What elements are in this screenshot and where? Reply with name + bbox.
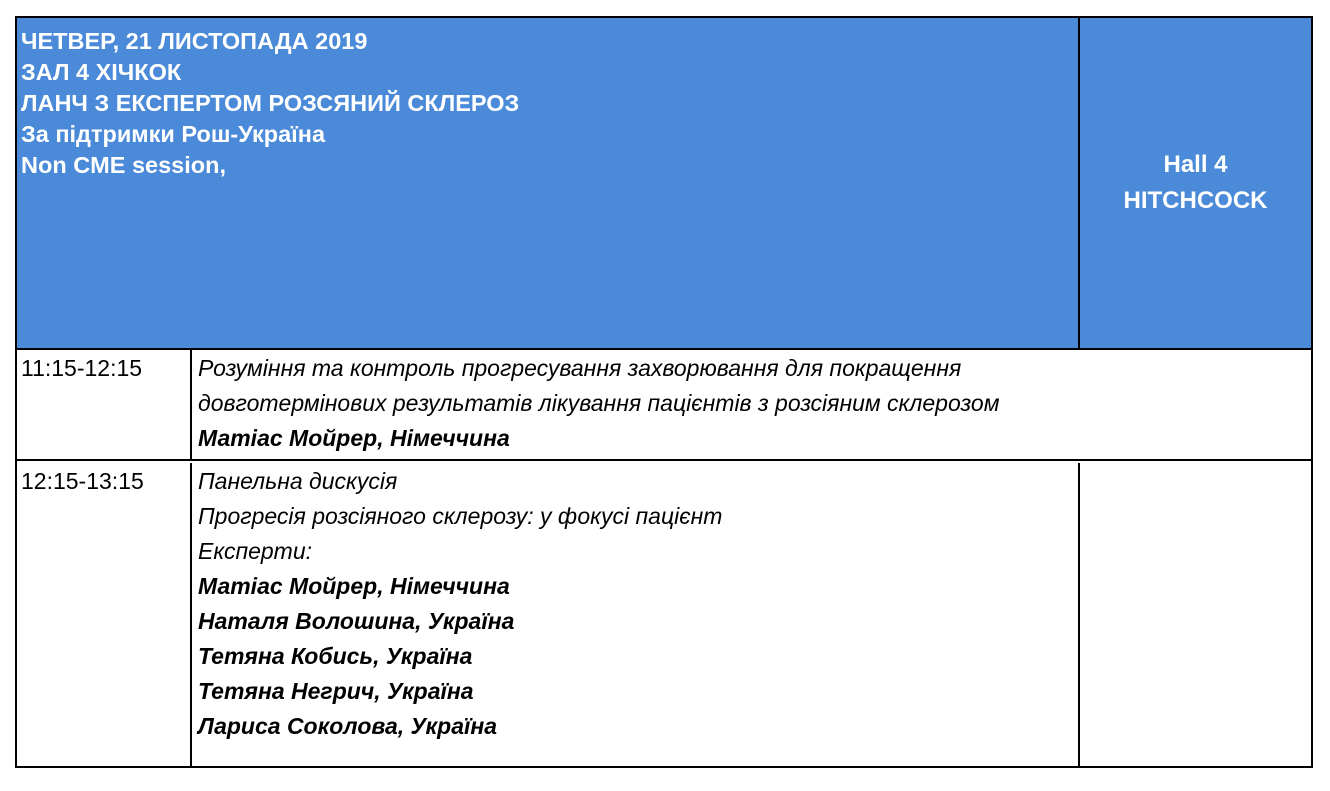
- hall-cell: [1080, 18, 1311, 348]
- column-divider: [190, 350, 192, 459]
- table-row: [17, 350, 1311, 461]
- column-divider: [1078, 463, 1080, 766]
- session-date: ЧЕТВЕР, 21 ЛИСТОПАДА 2019: [21, 28, 368, 54]
- experts-label: Експерти:: [198, 538, 313, 564]
- schedule-table: [15, 16, 1313, 768]
- expert-name: Тетяна Негрич, Україна: [198, 678, 474, 704]
- speaker-name: Матіас Мойрер, Німеччина: [198, 425, 510, 451]
- column-divider: [190, 463, 192, 766]
- session-sponsor: За підтримки Рош-Україна: [21, 121, 326, 147]
- session-header: [17, 18, 1311, 350]
- time-cell: 12:15-13:15: [21, 468, 144, 494]
- hall-label: Hall 4: [1163, 151, 1228, 178]
- table-row: [17, 463, 1311, 766]
- talk-title-line: Розуміння та контроль прогресування захворювання для покращення: [198, 355, 962, 381]
- session-header-info: [21, 26, 1071, 181]
- time-cell: 11:15-12:15: [21, 355, 143, 381]
- session-hall: ЗАЛ 4 ХІЧКОК: [21, 59, 182, 85]
- hall-name: HITCHCOCK: [1123, 187, 1268, 214]
- expert-name: Лариса Соколова, Україна: [198, 713, 498, 739]
- expert-name: Матіас Мойрер, Німеччина: [198, 573, 510, 599]
- talk-cell: [198, 351, 1000, 456]
- expert-name: Наталя Волошина, Україна: [198, 608, 515, 634]
- talk-title-line: довготермінових результатів лікування пацієнтів з розсіяним склерозом: [198, 390, 1000, 416]
- expert-name: Тетяна Кобись, Україна: [198, 643, 473, 669]
- session-title: ЛАНЧ З ЕКСПЕРТОМ РОЗСЯНИЙ СКЛЕРОЗ: [21, 90, 520, 116]
- talk-title: Прогресія розсіяного склерозу: у фокусі пацієнт: [198, 503, 723, 529]
- talk-cell: [198, 464, 722, 744]
- talk-format: Панельна дискусія: [198, 468, 398, 494]
- session-cme-note: Non CME session,: [21, 152, 227, 178]
